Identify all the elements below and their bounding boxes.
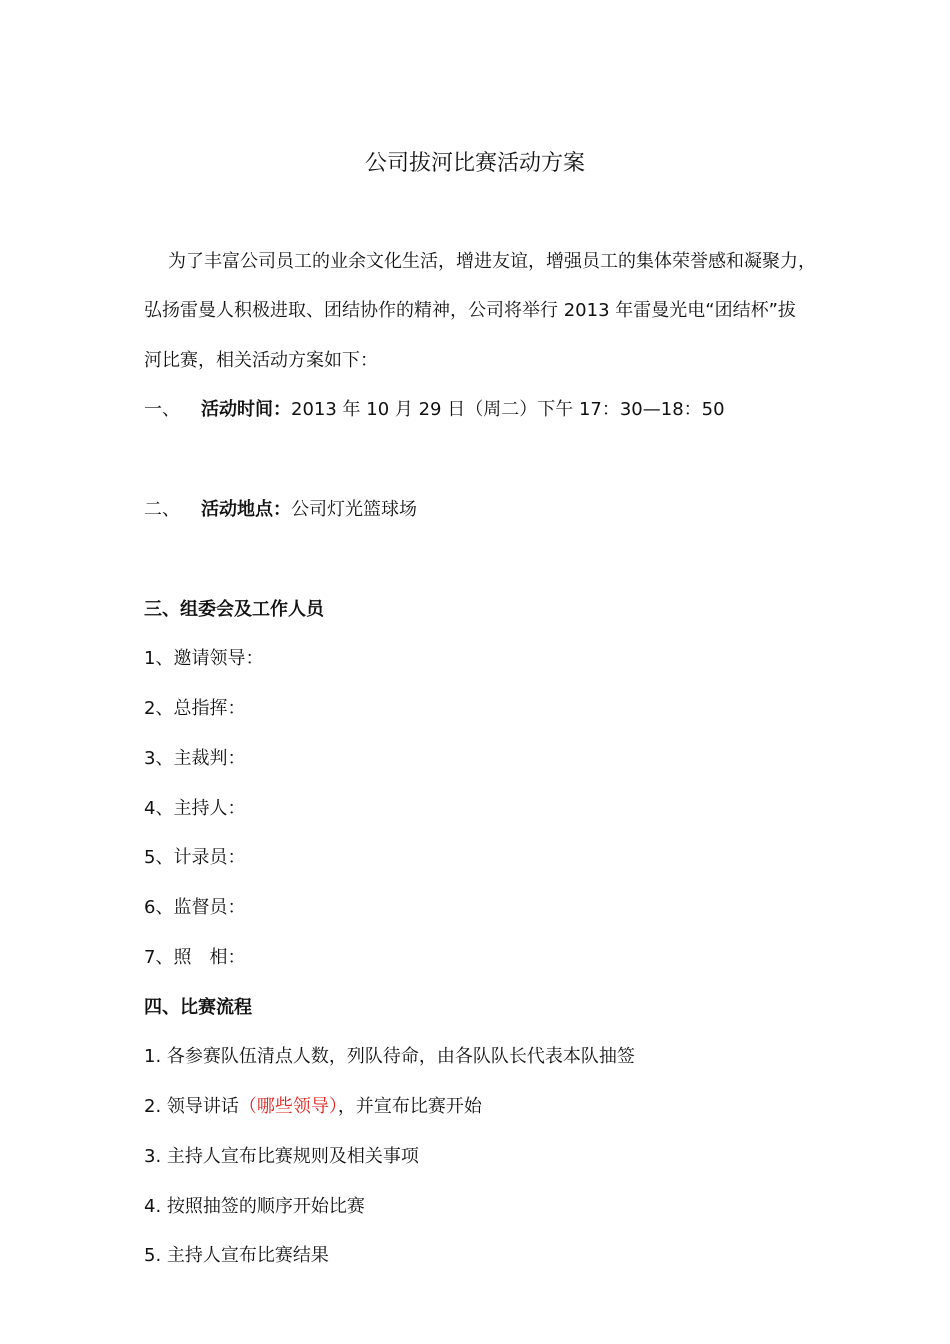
section-label: 活动地点： [201, 499, 291, 520]
section-activity-place [144, 498, 860, 522]
section-activity-time [144, 398, 860, 422]
section-number: 二、 [144, 499, 180, 520]
intro-line-1: 为了丰富公司员工的业余文化生活，增进友谊，增强员工的集体荣誉感和凝聚力， [168, 251, 816, 272]
process-step: 3. 主持人宣布比赛规则及相关事项 [144, 1146, 419, 1167]
process-step: 1. 各参赛队伍清点人数，列队待命，由各队队长代表本队抽签 [144, 1046, 635, 1067]
section-heading-committee: 三、组委会及工作人员 [144, 599, 324, 620]
section-number: 一、 [144, 399, 180, 420]
process-step: 5. 主持人宣布比赛结果 [144, 1245, 329, 1266]
process-step: 4. 按照抽签的顺序开始比赛 [144, 1196, 365, 1217]
staff-item: 1、邀请领导： [144, 648, 264, 669]
step-text: 2. 领导讲话 [144, 1096, 239, 1117]
intro-line-2: 弘扬雷曼人积极进取、团结协作的精神，公司将举行 2013 年雷曼光电“团结杯”拔 [144, 300, 796, 321]
step-text: ，并宣布比赛开始 [337, 1096, 482, 1117]
process-step [144, 1095, 860, 1119]
section-label: 活动时间： [201, 399, 291, 420]
staff-item: 2、总指挥： [144, 698, 246, 719]
staff-item: 3、主裁判： [144, 748, 246, 769]
staff-item: 6、监督员： [144, 897, 246, 918]
section-value: 公司灯光篮球场 [291, 499, 417, 520]
staff-item: 4、主持人： [144, 798, 246, 819]
section-value: 2013 年 10 月 29 日（周二）下午 17：30—18：50 [291, 399, 725, 420]
step-note: （哪些领导） [238, 1096, 338, 1117]
intro-line-3: 河比赛，相关活动方案如下： [144, 350, 378, 371]
staff-item: 5、计录员： [144, 847, 246, 868]
staff-item: 7、照 相： [144, 947, 246, 968]
page-title: 公司拔河比赛活动方案 [364, 151, 585, 176]
section-heading-process: 四、比赛流程 [144, 997, 252, 1018]
